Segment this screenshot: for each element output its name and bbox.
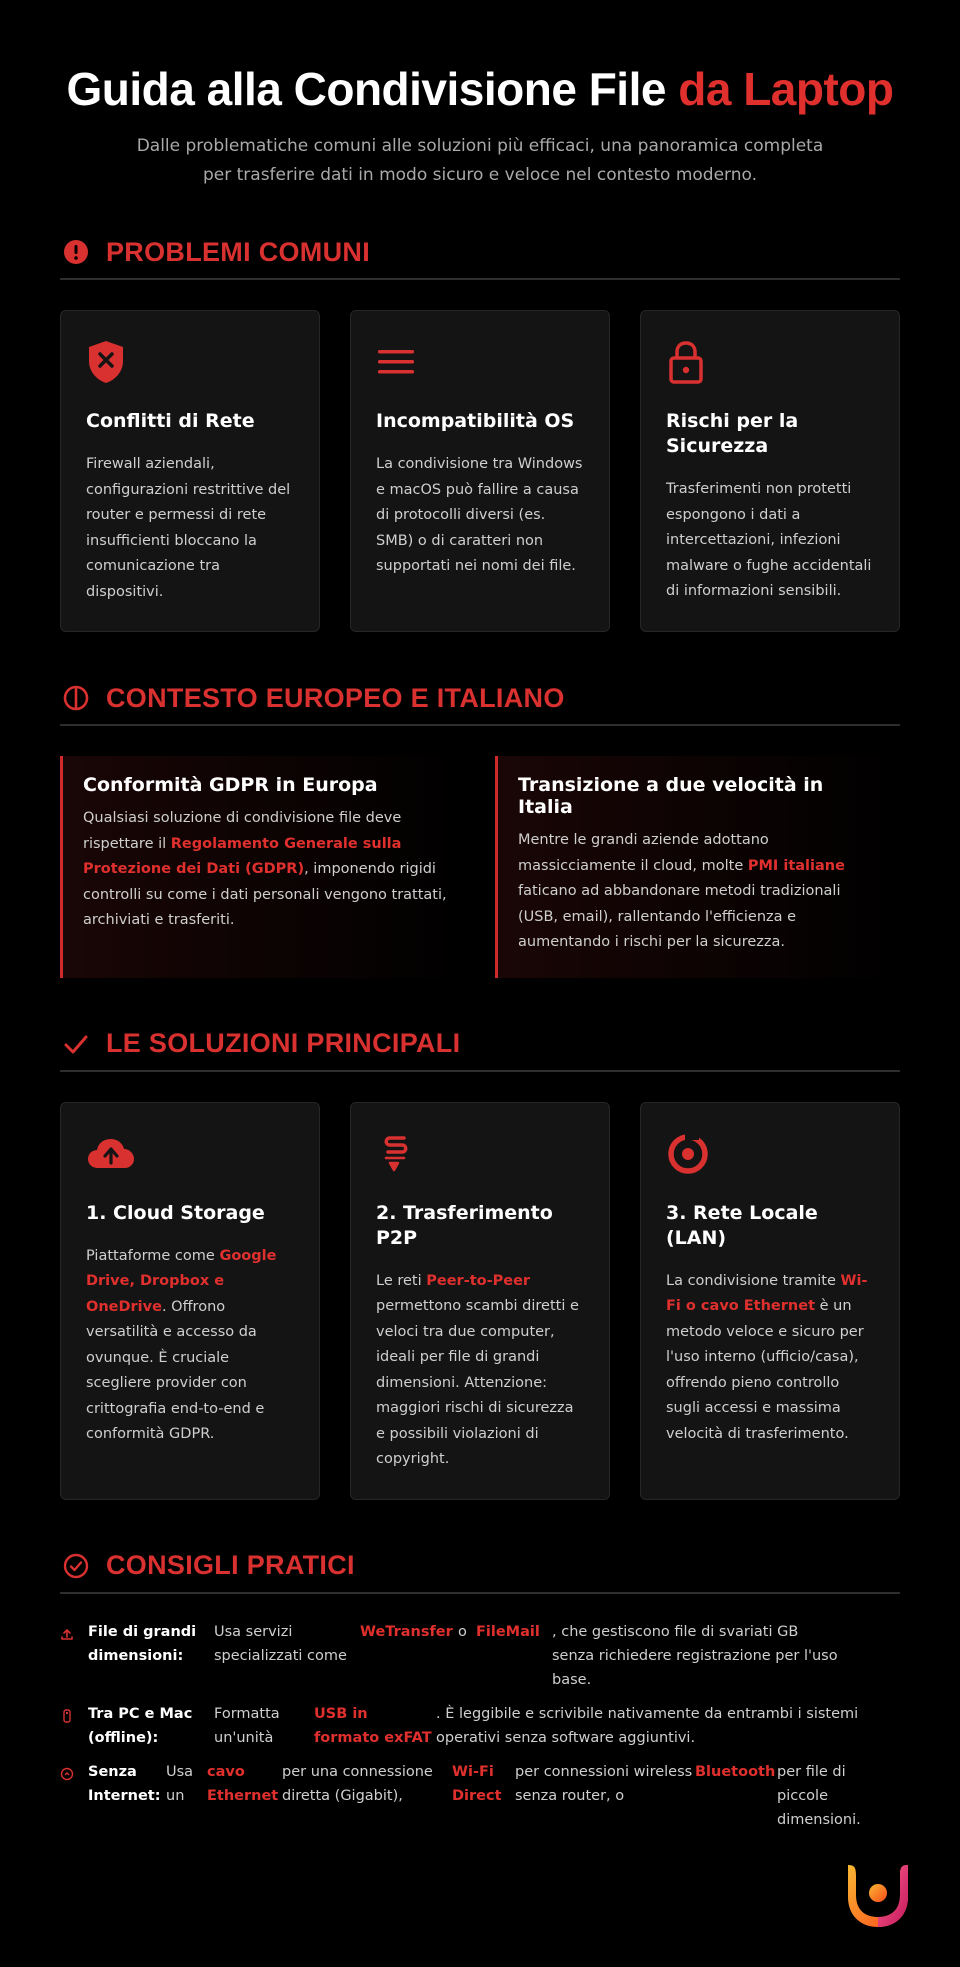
section-solutions-header [60, 1028, 900, 1072]
card-title: Incompatibilità OS [376, 410, 575, 432]
half-circle-icon [60, 682, 92, 714]
tip-label: Senza Internet: [88, 1763, 161, 1804]
section-context-title: CONTESTO EUROPEO E ITALIANO [106, 682, 565, 713]
tip-highlight: FileMail [476, 1623, 540, 1640]
tip-label: Tra PC e Mac (offline): [88, 1705, 193, 1746]
tips-list [60, 1620, 900, 1832]
shield-x-icon [86, 337, 295, 387]
tip-row [60, 1702, 900, 1750]
upload-icon [60, 1620, 88, 1692]
section-problems-title: PROBLEMI COMUNI [106, 236, 370, 267]
tip-row [60, 1760, 900, 1832]
title-accent: da Laptop [678, 63, 894, 115]
solution-card [350, 1102, 610, 1500]
problem-card [350, 310, 610, 632]
card-text: Firewall aziendali, configurazioni restrittive del router e permessi di rete insufficienti bloccano la comunicazione tra dispositivi. [86, 456, 291, 600]
section-tips-title: CONSIGLI PRATICI [106, 1550, 355, 1580]
tip-text: Usa un [166, 1763, 194, 1804]
context-box-gdpr [60, 756, 465, 978]
brand-logo-icon [842, 1857, 914, 1929]
tip-text: o [458, 1623, 467, 1640]
solutions-cards [60, 1102, 900, 1500]
context-box-italy [495, 756, 900, 978]
tip-highlight: Bluetooth [695, 1763, 776, 1780]
context-box-title: Conformità GDPR in Europa [83, 774, 378, 796]
card-title: 3. Rete Locale (LAN) [666, 1201, 818, 1249]
cloud-upload-icon [86, 1129, 295, 1179]
tip-text: per connessioni wireless senza router, o [515, 1763, 693, 1804]
lock-icon [666, 337, 875, 387]
tip-row [60, 1620, 900, 1692]
p2p-icon [376, 1129, 585, 1179]
tip-text: Formatta un'unità [214, 1705, 280, 1746]
context-box-text: Mentre le grandi aziende adottano massicciamente il cloud, molte PMI italiane faticano ad abbandonare metodi tradizionali (USB, email), rallentando l'efficienza e aumentando i rischi per la sicurezza. [518, 832, 845, 950]
tip-text: per file di piccole dimensioni. [777, 1763, 861, 1828]
context-boxes [60, 756, 900, 978]
card-text: Trasferimenti non protetti espongono i dati a intercettazioni, infezioni malware o fughe accidentali di informazioni sensibili. [666, 481, 872, 599]
section-context-header [60, 682, 900, 726]
card-text: La condivisione tra Windows e macOS può fallire a causa di protocolli diversi (es. SMB) o di caratteri non supportati nei nomi dei file. [376, 456, 583, 574]
title-main: Guida alla Condivisione File [66, 63, 666, 115]
tip-text: per una connessione diretta (Gigabit), [282, 1763, 433, 1804]
alert-circle-icon [60, 236, 92, 268]
tip-text: , che gestiscono file di svariati GB senza richiedere registrazione per l'uso base. [552, 1623, 838, 1688]
card-text: Piattaforme come Google Drive, Dropbox e OneDrive. Offrono versatilità e accesso da ovunque. È cruciale scegliere provider con crittografia end-to-end e conformità GDPR. [86, 1247, 277, 1442]
page-subtitle: Dalle problematiche comuni alle soluzioni più efficaci, una panoramica completa per trasferire dati in modo sicuro e veloce nel contesto moderno. [136, 136, 824, 185]
tip-highlight: WeTransfer [360, 1623, 453, 1640]
section-tips-header [60, 1550, 900, 1594]
usb-icon [60, 1702, 88, 1750]
page-title [60, 60, 900, 118]
network-icon [666, 1129, 875, 1179]
tip-label: File di grandi dimensioni: [88, 1623, 197, 1664]
problem-card [640, 310, 900, 632]
tip-text: . È leggibile e scrivibile nativamente da entrambi i sistemi operativi senza software aggiuntivi. [436, 1705, 859, 1746]
menu-lines-icon [376, 337, 585, 387]
solution-card [640, 1102, 900, 1500]
card-text: Le reti Peer-to-Peer permettono scambi diretti e veloci tra due computer, ideali per file di grandi dimensioni. Attenzione: maggiori rischi di sicurezza e possibili violazioni di copyright. [376, 1272, 579, 1467]
problems-cards [60, 310, 900, 632]
card-title: 2. Trasferimento P2P [376, 1201, 553, 1249]
section-problems-header [60, 236, 900, 280]
context-box-text: Qualsiasi soluzione di condivisione file deve rispettare il Regolamento Generale sulla Protezione dei Dati (GDPR), imponendo rigidi controlli su come i dati personali vengono trattati, archiviati e trasferiti. [83, 810, 447, 928]
card-title: 1. Cloud Storage [86, 1201, 265, 1224]
tip-highlight: Wi-Fi Direct [452, 1763, 502, 1804]
wifi-off-icon [60, 1760, 88, 1832]
problem-card [60, 310, 320, 632]
card-text: La condivisione tramite Wi-Fi o cavo Ethernet è un metodo veloce e sicuro per l'uso interno (ufficio/casa), offrendo pieno controllo sugli accessi e massima velocità di trasferimento. [666, 1272, 868, 1442]
section-solutions-title: LE SOLUZIONI PRINCIPALI [106, 1028, 461, 1058]
solution-card [60, 1102, 320, 1500]
tip-text: Usa servizi specializzati come [214, 1623, 347, 1664]
card-title: Conflitti di Rete [86, 410, 255, 432]
card-title: Rischi per la Sicurezza [666, 410, 799, 457]
tip-highlight: USB in formato exFAT [314, 1705, 432, 1746]
page [60, 0, 900, 1832]
context-box-title: Transizione a due velocità in Italia [518, 774, 824, 818]
check-circle-icon [60, 1550, 92, 1582]
tip-highlight: cavo Ethernet [207, 1763, 279, 1804]
check-icon [60, 1028, 92, 1060]
